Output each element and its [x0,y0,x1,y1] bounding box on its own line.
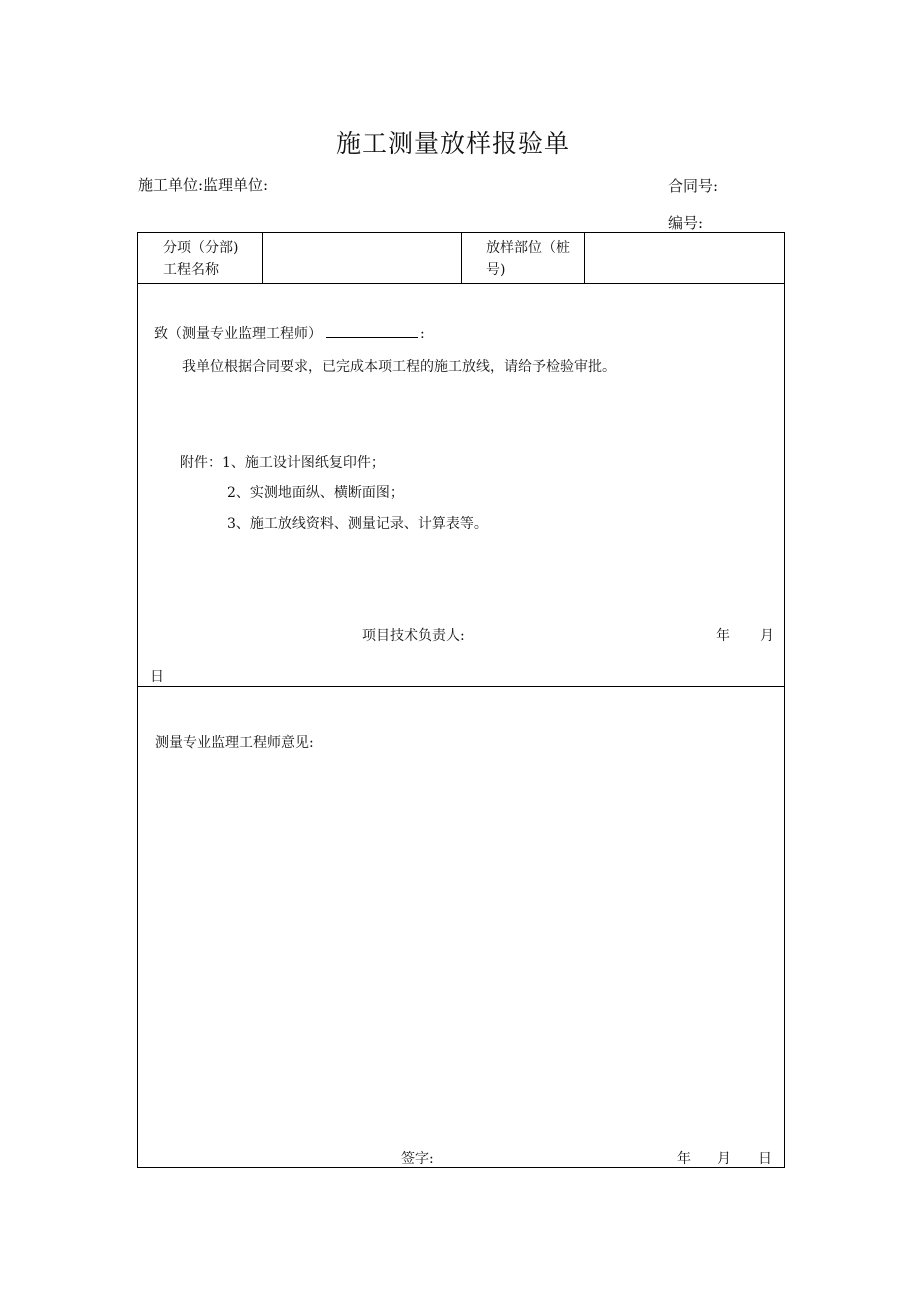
col-divider-2 [461,232,462,283]
attachment-2: 2、实测地面纵、横断面图； [227,485,404,501]
addressee-blank[interactable] [326,325,418,338]
row-divider-1 [137,283,785,284]
project-name-label-line2: 工程名称 [163,262,219,278]
request-body: 我单位根据合同要求，已完成本项工程的施工放线，请给予检验审批。 [182,359,616,375]
project-name-label-line1: 分项（分部) [163,240,239,256]
addressee-line [154,323,425,343]
staking-location-label [486,237,570,281]
project-name-label [163,237,238,281]
contract-number-label: 合同号: [668,177,719,195]
engineer-signature-label: 签字: [401,1151,434,1167]
opinion-date-month: 月 [717,1151,731,1167]
request-date-month: 月 [760,628,774,644]
opinion-date-year: 年 [677,1151,691,1167]
technical-lead-signature-label: 项目技术负责人: [362,628,465,644]
col-divider-3 [584,232,585,283]
opinion-date-day: 日 [758,1151,772,1167]
row-divider-2 [137,686,785,687]
staking-location-label-line2: 号) [486,262,506,278]
request-date-year: 年 [716,628,730,644]
engineer-opinion-label: 测量专业监理工程师意见: [155,735,314,751]
attachment-3: 3、施工放线资料、测量记录、计算表等。 [227,516,488,532]
units-label: 施工单位:监理单位: [138,176,269,194]
addressee-suffix: : [420,326,425,342]
document-number-label: 编号: [668,214,704,232]
project-name-value[interactable] [264,234,460,282]
request-date-day: 日 [150,669,164,685]
attachment-1: 附件：1、施工设计图纸复印件； [180,455,385,471]
col-divider-1 [262,232,263,283]
document-title: 施工测量放样报验单 [336,129,571,158]
staking-location-label-line1: 放样部位（桩 [486,240,570,256]
engineer-opinion-area[interactable] [150,760,770,1140]
staking-location-value[interactable] [586,234,782,282]
addressee-prefix: 致（测量专业监理工程师） [154,326,322,342]
